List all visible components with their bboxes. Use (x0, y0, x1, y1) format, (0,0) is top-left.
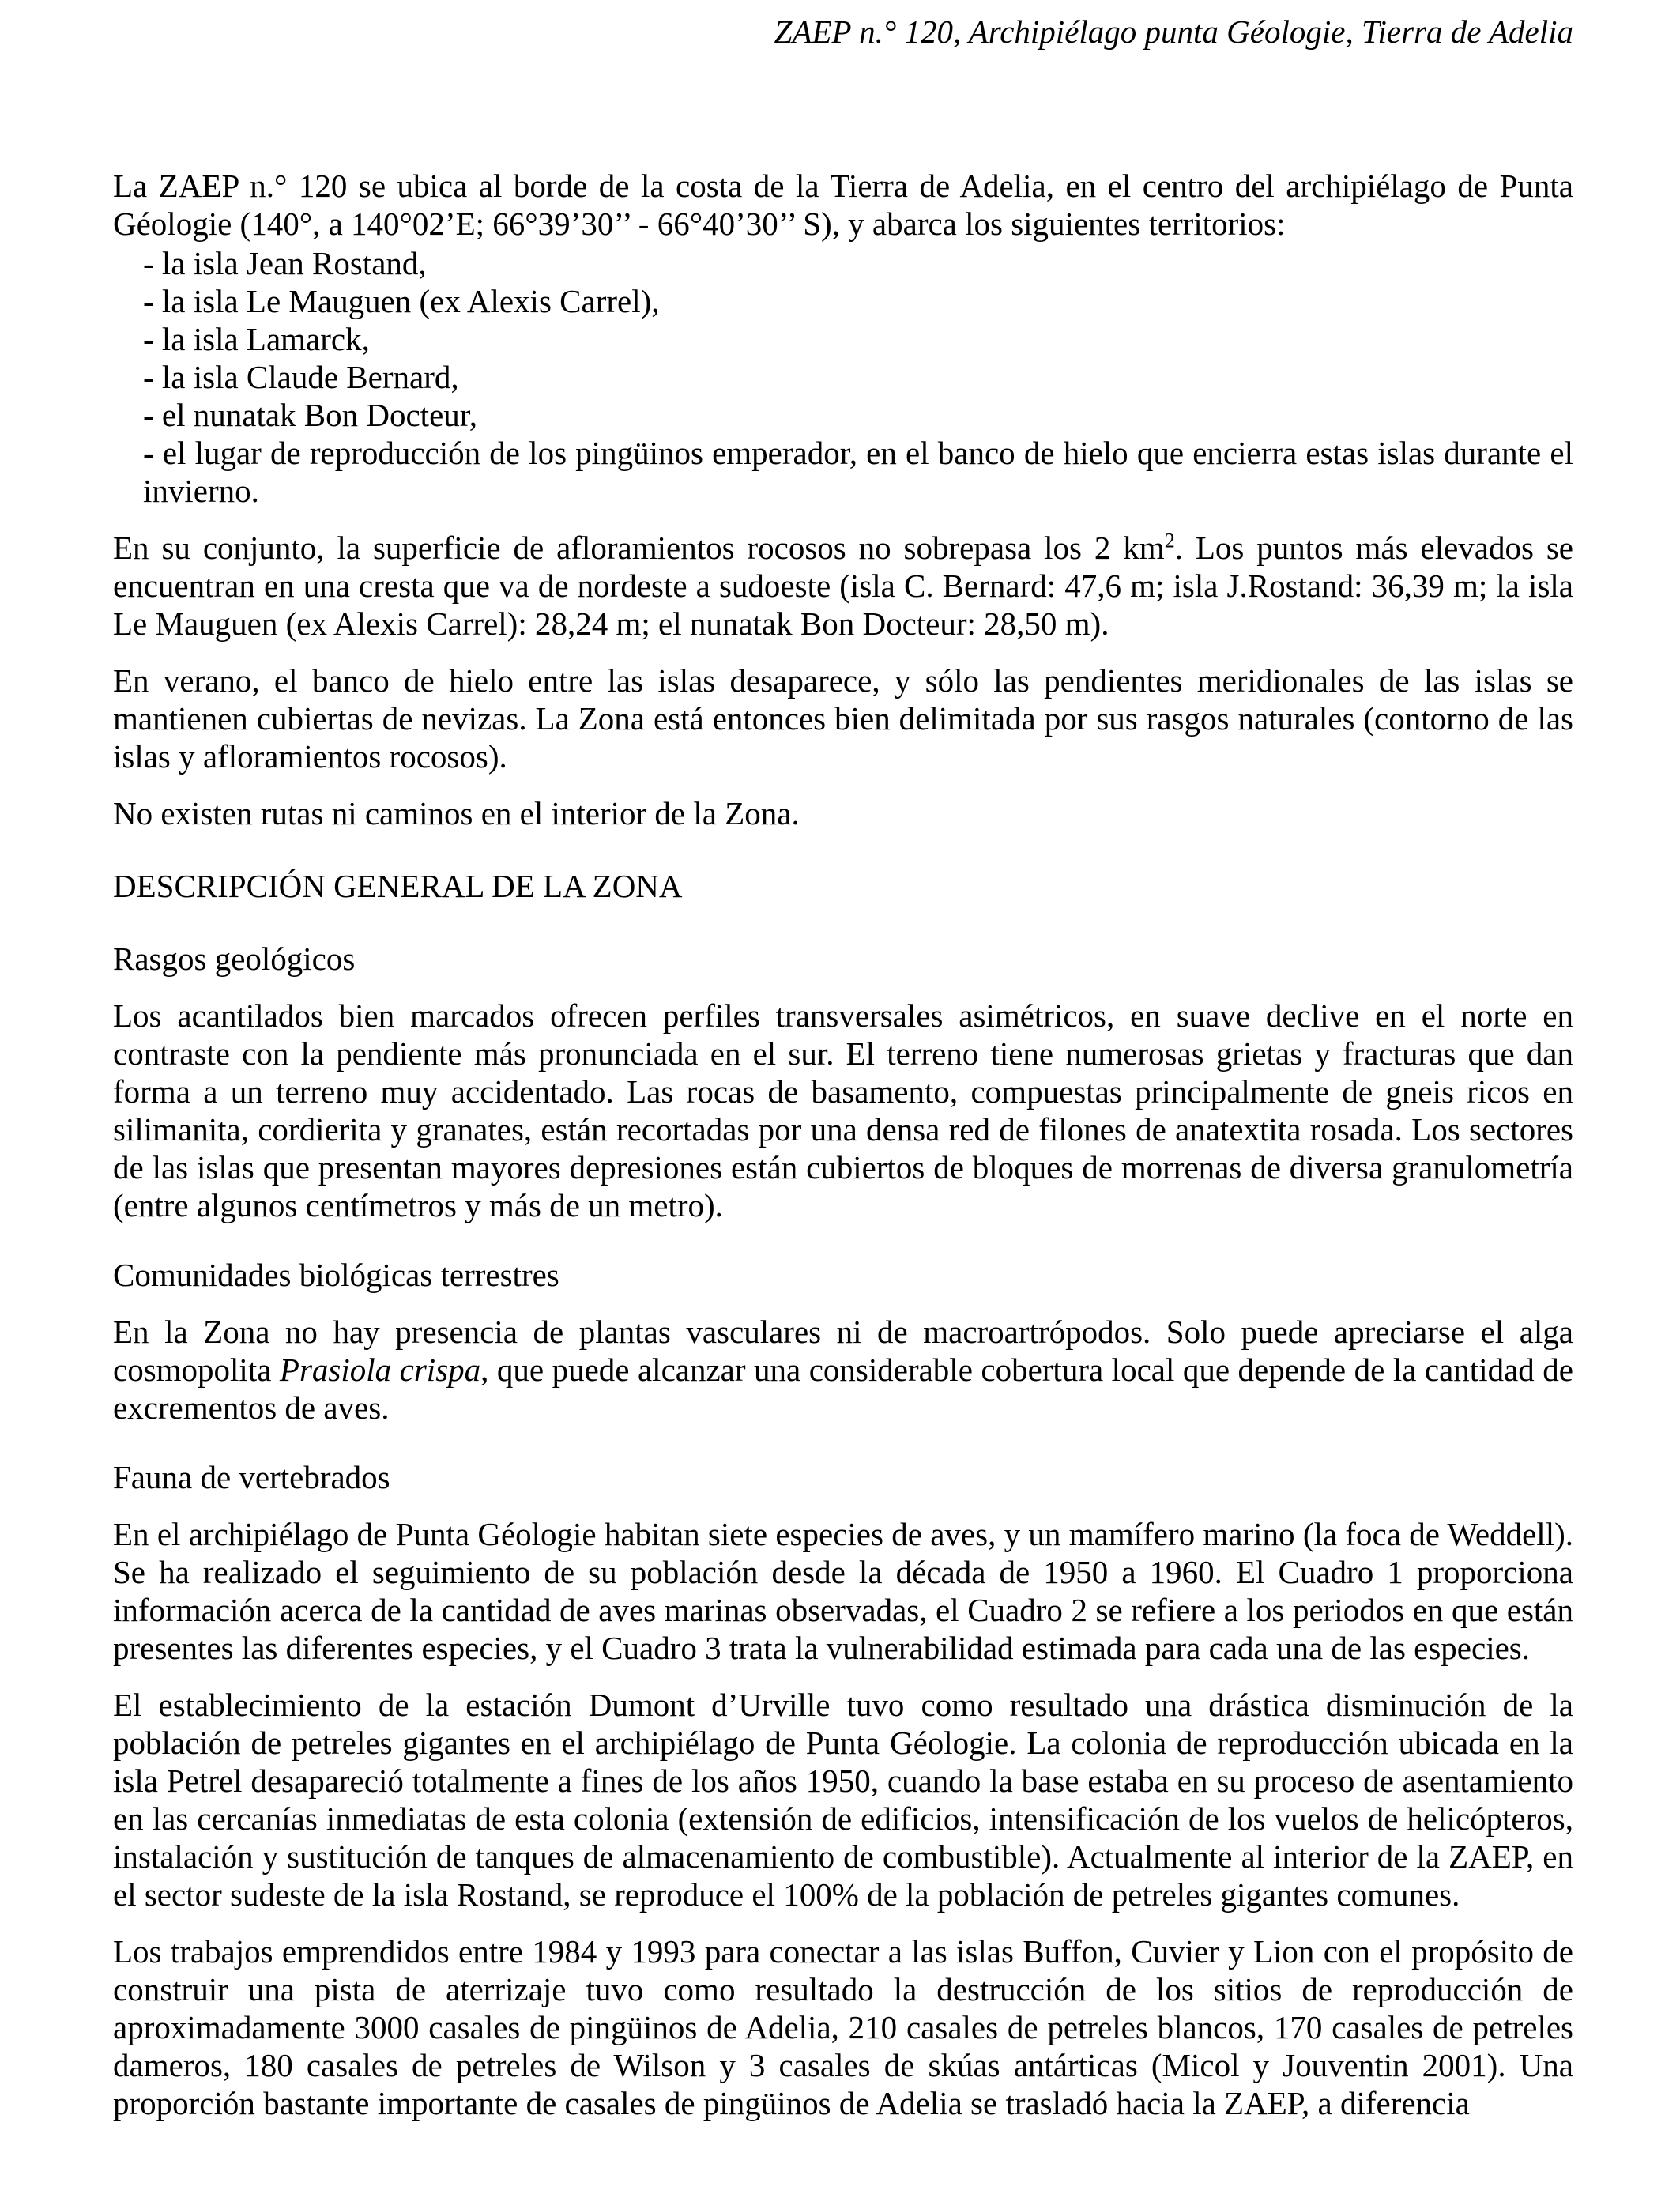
heading: DESCRIPCIÓN GENERAL DE LA ZONA (113, 868, 683, 904)
paragraph: En verano, el banco de hielo entre las islas desaparece, y sólo las pendientes meridionales de las islas se mantienen cubiertas de nevizas. La Zona está entonces bien delimitada por sus rasgos naturales (contorno de las islas y afloramientos rocosos). (113, 662, 1573, 775)
document-body (113, 167, 1573, 2122)
list-item: - la isla Claude Bernard, (143, 359, 459, 395)
text-run: , que puede alcanzar una considerable cobertura local que depende de la cantidad de excrementos de aves. (113, 1351, 1573, 1426)
paragraph: La ZAEP n.° 120 se ubica al borde de la costa de la Tierra de Adelia, en el centro del archipiélago de Punta Géologie (140°, a 140°02’E; 66°39’30’’ - 66°40’30’’ S), y abarca los siguientes territorios: (113, 168, 1573, 242)
subheading: Fauna de vertebrados (113, 1459, 390, 1495)
list-item: - la isla Le Mauguen (ex Alexis Carrel), (143, 283, 660, 319)
list-item: - la isla Jean Rostand, (143, 245, 427, 281)
paragraph (113, 529, 1573, 643)
text-italic: Prasiola crispa (279, 1351, 481, 1388)
list-item: - el lugar de reproducción de los pingüinos emperador, en el banco de hielo que encierra estas islas durante el invierno. (143, 435, 1573, 509)
paragraph: Los acantilados bien marcados ofrecen perfiles transversales asimétricos, en suave declive en el norte en contraste con la pendiente más pronunciada en el sur. El terreno tiene numerosas grietas y fracturas que dan forma a un terreno muy accidentado. Las rocas de basamento, compuestas principalmente de gneis ricos en silimanita, cordierita y granates, están recortadas por una densa red de filones de anatextita rosada. Los sectores de las islas que presentan mayores depresiones están cubiertos de bloques de morrenas de diversa granulometría (entre algunos centímetros y más de un metro). (113, 997, 1573, 1223)
paragraph: No existen rutas ni caminos en el interior de la Zona. (113, 795, 800, 831)
paragraph: El establecimiento de la estación Dumont d’Urville tuvo como resultado una drástica disminución de la población de petreles gigantes en el archipiélago de Punta Géologie. La colonia de reproducción ubicada en la isla Petrel desapareció totalmente a fines de los años 1950, cuando la base estaba en su proceso de asentamiento en las cercanías inmediatas de esta colonia (extensión de edificios, intensificación de los vuelos de helicópteros, instalación y sustitución de tanques de almacenamiento de combustible). Actualmente al interior de la ZAEP, en el sector sudeste de la isla Rostand, se reproduce el 100% de la población de petreles gigantes comunes. (113, 1687, 1573, 1913)
subheading: Comunidades biológicas terrestres (113, 1257, 559, 1293)
running-header: ZAEP n.° 120, Archipiélago punta Géologie, Tierra de Adelia (774, 13, 1573, 50)
list-item: - la isla Lamarck, (143, 321, 370, 357)
paragraph: En el archipiélago de Punta Géologie habitan siete especies de aves, y un mamífero marino (la foca de Weddell). Se ha realizado el seguimiento de su población desde la década de 1950 a 1960. El Cuadro 1 proporciona información acerca de la cantidad de aves marinas observadas, el Cuadro 2 se refiere a los periodos en que están presentes las diferentes especies, y el Cuadro 3 trata la vulnerabilidad estimada para cada una de las especies. (113, 1516, 1573, 1666)
text-sup: 2 (1164, 529, 1175, 552)
subheading: Rasgos geológicos (113, 941, 356, 977)
territory-list (113, 244, 1573, 510)
text-run: . Los puntos más elevados se encuentran en una cresta que va de nordeste a sudoeste (isla C. Bernard: 47,6 m; isla J.Rostand: 36,39 m; la isla Le Mauguen (ex Alexis Carrel): 28,24 m; el nunatak Bon Docteur: 28,50 m). (113, 530, 1574, 642)
text-run: En la Zona no hay presencia de plantas vasculares ni de macroartrópodos. Solo puede apreciarse el alga cosmopolita (113, 1314, 1573, 1388)
list-item: - el nunatak Bon Docteur, (143, 397, 478, 433)
paragraph (113, 1313, 1573, 1427)
text-run: En su conjunto, la superficie de afloramientos rocosos no sobrepasa los 2 km (113, 530, 1165, 566)
paragraph: Los trabajos emprendidos entre 1984 y 1993 para conectar a las islas Buffon, Cuvier y Lion con el propósito de construir una pista de aterrizaje tuvo como resultado la destrucción de los sitios de reproducción de aproximadamente 3000 casales de pingüinos de Adelia, 210 casales de petreles blancos, 170 casales de petreles dameros, 180 casales de petreles de Wilson y 3 casales de skúas antárticas (Micol y Jouventin 2001). Una proporción bastante importante de casales de pingüinos de Adelia se trasladó hacia la ZAEP, a diferencia (113, 1933, 1573, 2121)
